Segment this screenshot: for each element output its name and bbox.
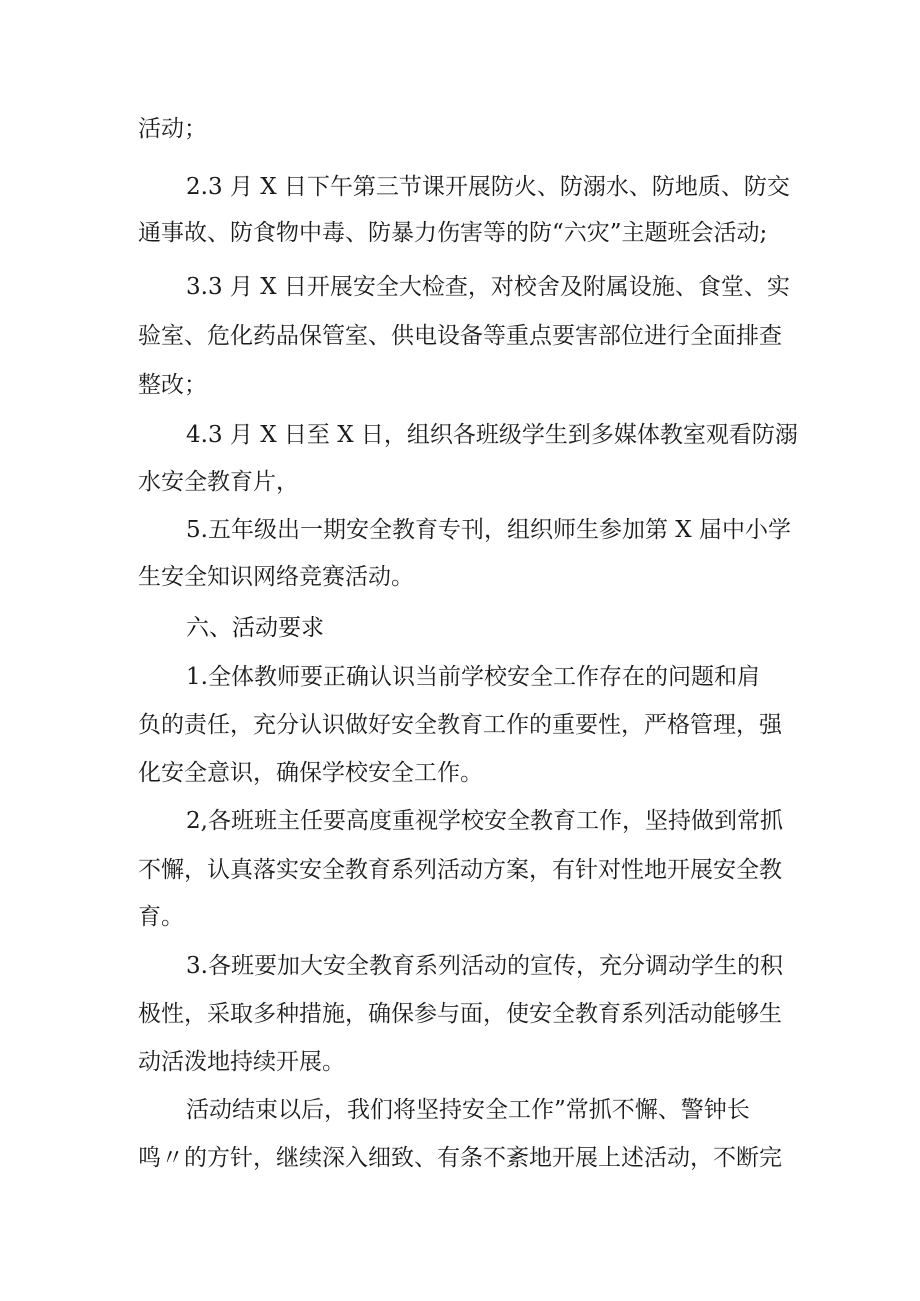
text-line: 不懈，认真落实安全教育系列活动方案，有针对性地开展安全教 — [138, 857, 782, 883]
text-line: 4.3 月 X 日至 X 日，组织各班级学生到多媒体教室观看防溺 — [186, 422, 798, 448]
text-line: 3.3 月 X 日开展安全大检查，对校舍及附属设施、食堂、实 — [186, 274, 790, 300]
text-line: 2.3 月 X 日下午第三节课开展防火、防溺水、防地质、防交 — [186, 174, 790, 200]
text-line: 水安全教育片， — [138, 469, 299, 495]
text-line: 极性，采取多种措施，确保参与面，使安全教育系列活动能够生 — [138, 1001, 782, 1027]
text-line: 活动结束以后，我们将坚持安全工作”常抓不懈、警钟长 — [186, 1097, 750, 1123]
text-line: 化安全意识，确保学校安全工作。 — [138, 760, 483, 786]
text-line: 活动； — [138, 116, 207, 142]
text-line: 5.五年级出一期安全教育专刊，组织师生参加第 X 届中小学 — [186, 517, 791, 543]
text-line: 整改； — [138, 372, 207, 398]
section-heading: 六、活动要求 — [186, 615, 324, 641]
text-line: 生安全知识网络竞赛活动。 — [138, 564, 414, 590]
text-line: 育。 — [138, 904, 184, 930]
text-line: 2,各班班主任要高度重视学校安全教育工作，坚持做到常抓 — [186, 808, 783, 834]
text-line: 动活泼地持续开展。 — [138, 1049, 345, 1075]
text-line: 1.全体教师要正确认识当前学校安全工作存在的问题和肩 — [186, 664, 760, 690]
text-line: 负的责任，充分认识做好安全教育工作的重要性，严格管理，强 — [138, 712, 782, 738]
text-line: 通事故、防食物中毒、防暴力伤害等的防“六灾”主题班会活动; — [138, 220, 768, 246]
text-line: 验室、危化药品保管室、供电设备等重点要害部位进行全面排查 — [138, 323, 782, 349]
text-line: 3.各班要加大安全教育系列活动的宣传，充分调动学生的积 — [186, 953, 783, 979]
text-line: 鸣〃的方针，继续深入细致、有条不紊地开展上述活动，不断完 — [138, 1145, 782, 1171]
